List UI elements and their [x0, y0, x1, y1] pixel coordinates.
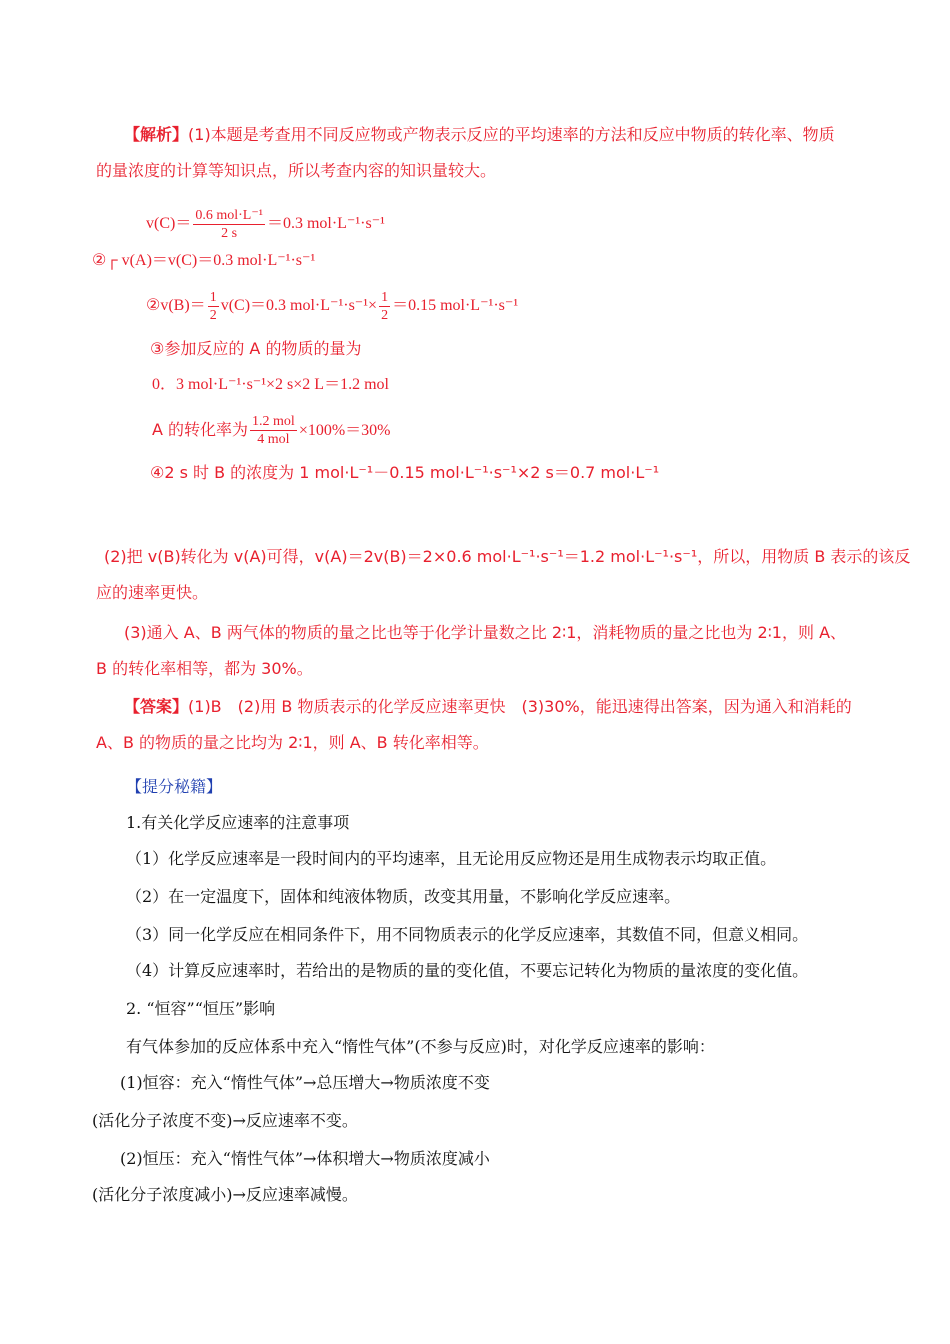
- analysis-paragraph-1b: 的量浓度的计算等知识点，所以考查内容的知识量较大。: [96, 161, 497, 180]
- analysis-paragraph-1: [124, 124, 835, 146]
- analysis-paragraph-3a: (3)通入 A、B 两气体的物质的量之比也等于化学计量数之比 2∶1，消耗物质的量之比也为 2∶1，则 A、: [124, 623, 847, 642]
- tips-item-4: （4）计算反应速率时，若给出的是物质的量的变化值，不要忘记转化为物质的量浓度的变化值。: [126, 961, 809, 980]
- conversion-right: ×100%＝30%: [298, 422, 391, 439]
- conversion-left: A 的转化率为: [152, 420, 249, 439]
- conversion-numerator: 1.2 mol: [252, 414, 295, 429]
- step3-calculation: 0．3 mol·L⁻¹·s⁻¹×2 s×2 L＝1.2 mol: [152, 376, 389, 393]
- tips-case-1a: (1)恒容：充入“惰性气体”→总压增大→物质浓度不变: [120, 1073, 490, 1092]
- formula-vb-mid: v(C)＝0.3 mol·L⁻¹·s⁻¹×: [220, 297, 378, 314]
- formula-vb-fraction-2-numerator: 1: [381, 289, 389, 305]
- answer-paragraph-2: A、B 的物质的量之比均为 2∶1，则 A、B 转化率相等。: [96, 733, 489, 752]
- tips-intro: 有气体参加的反应体系中充入“惰性气体”(不参与反应)时，对化学反应速率的影响：: [126, 1037, 715, 1056]
- formula-va: ②┌ v(A)＝v(C)＝0.3 mol·L⁻¹·s⁻¹: [92, 252, 316, 269]
- analysis-paragraph-2a: (2)把 v(B)转化为 v(A)可得，v(A)＝2v(B)＝2×0.6 mol·L⁻¹·s⁻¹＝1.2 mol·L⁻¹·s⁻¹，所以，用物质 B 表示的该反: [104, 547, 911, 566]
- formula-vb-fraction-2-denominator: 2: [381, 307, 389, 323]
- analysis-tag: 【解析】: [124, 125, 189, 144]
- conversion-rate: [152, 410, 391, 451]
- formula-vb-fraction-2: [379, 289, 390, 324]
- analysis-paragraph-3b: B 的转化率相等，都为 30%。: [96, 659, 313, 678]
- formula-vb-right: ＝0.15 mol·L⁻¹·s⁻¹: [392, 297, 519, 314]
- formula-vb-fraction-1-denominator: 2: [209, 307, 217, 323]
- conversion-denominator: 4 mol: [257, 432, 290, 447]
- formula-vc-denominator: 2 s: [221, 225, 238, 241]
- tips-heading-2: 2. “恒容”“恒压”影响: [126, 999, 276, 1018]
- formula-vb-fraction-1: [208, 289, 219, 324]
- tips-case-2b: (活化分子浓度减小)→反应速率减慢。: [92, 1185, 358, 1204]
- answer-paragraph-1: [124, 696, 852, 718]
- formula-vb-fraction-1-numerator: 1: [209, 289, 217, 305]
- step3-title: ③参加反应的 A 的物质的量为: [150, 339, 362, 358]
- formula-vb: [146, 286, 518, 326]
- tips-case-2a: (2)恒压：充入“惰性气体”→体积增大→物质浓度减小: [120, 1149, 490, 1168]
- answer-text-1: (1)B (2)用 B 物质表示的化学反应速率更快 (3)30%，能迅速得出答案，因为通入和消耗的: [188, 697, 852, 716]
- tips-item-3: （3）同一化学反应在相同条件下，用不同物质表示的化学反应速率，其数值不同，但意义相同。: [126, 925, 809, 944]
- formula-vb-left: ②v(B)＝: [146, 297, 206, 314]
- answer-tag: 【答案】: [124, 697, 189, 716]
- analysis-text-1: (1)本题是考查用不同反应物或产物表示反应的平均速率的方法和反应中物质的转化率、物质: [188, 125, 835, 144]
- formula-vc-right: ＝0.3 mol·L⁻¹·s⁻¹: [266, 215, 385, 232]
- formula-vc-numerator: 0.6 mol·L⁻¹: [195, 207, 263, 223]
- formula-vc-left: v(C)＝: [146, 215, 192, 232]
- tips-item-1: （1）化学反应速率是一段时间内的平均速率，且无论用反应物还是用生成物表示均取正值。: [126, 849, 777, 868]
- analysis-paragraph-2b: 应的速率更快。: [96, 583, 209, 602]
- tips-case-1b: (活化分子浓度不变)→反应速率不变。: [92, 1111, 358, 1130]
- conversion-fraction: [250, 413, 297, 448]
- tips-title: 【提分秘籍】: [126, 777, 223, 796]
- tips-item-2: （2）在一定温度下，固体和纯液体物质，改变其用量，不影响化学反应速率。: [126, 887, 681, 906]
- formula-vc-fraction: [193, 207, 265, 242]
- tips-heading-1: 1.有关化学反应速率的注意事项: [126, 813, 350, 832]
- formula-vc: [146, 204, 385, 244]
- step4: ④2 s 时 B 的浓度为 1 mol·L⁻¹－0.15 mol·L⁻¹·s⁻¹×2 s＝0.7 mol·L⁻¹: [150, 463, 660, 482]
